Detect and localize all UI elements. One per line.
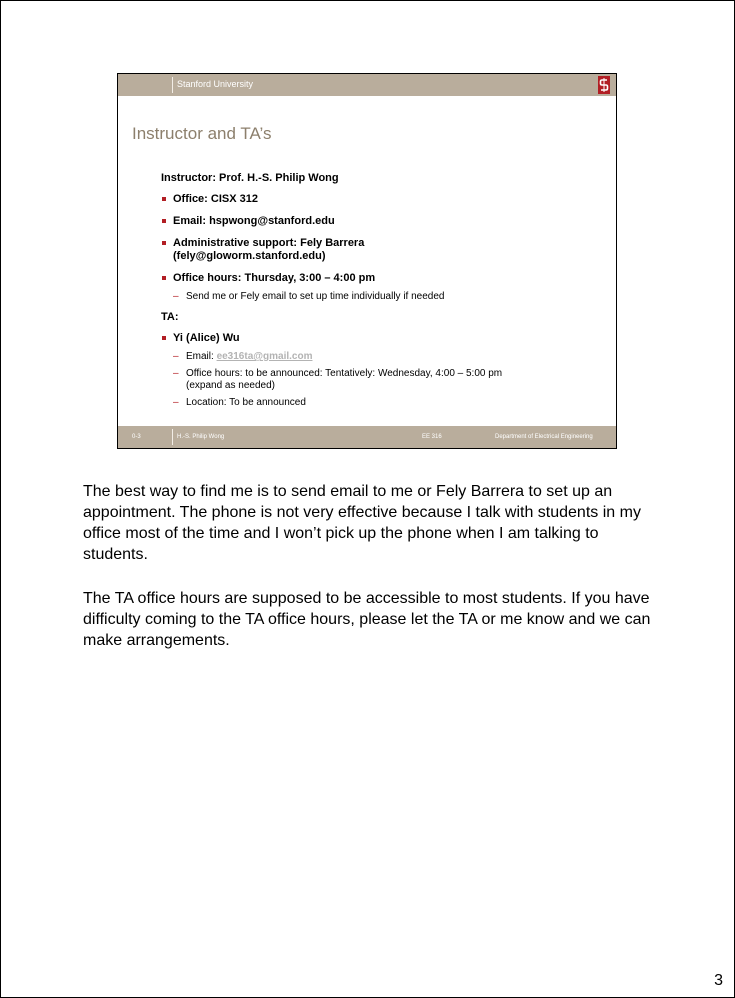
stanford-logo-icon [598,76,610,94]
bullet-ta-name [161,332,611,345]
notes-paragraph-2: The TA office hours are supposed to be accessible to most students. If you have difficulty coming to the TA office hours, please let the TA or me know and we can make arrangements. [83,590,651,649]
office-hours-note [161,291,611,303]
slide-content [161,172,611,409]
footer-author: H.-S. Philip Wong [177,434,225,440]
ta-name-text: Yi (Alice) Wu [173,332,240,344]
bullet-admin-support [161,237,611,263]
footer-separator [172,429,173,445]
dash-marker: – [173,291,179,302]
slide-title: Instructor and TA’s [132,124,272,143]
email-text: Email: hspwong@stanford.edu [173,215,335,227]
speaker-notes [83,481,663,674]
instructor-heading: Instructor: Prof. H.-S. Philip Wong [161,172,339,184]
ta-email-line [161,351,611,363]
dash-marker: – [173,351,179,362]
bullet-office-hours [161,272,611,285]
dash-marker: – [173,397,179,408]
slide [117,73,617,449]
bullet-marker [162,219,166,223]
ta-hours-line-2: (expand as needed) [186,380,275,391]
admin-line-2: (fely@gloworm.stanford.edu) [173,250,326,262]
ta-hours-line-1: Office hours: to be announced: Tentatively: Wednesday, 4:00 – 5:00 pm [186,368,503,379]
page-number: 3 [714,972,723,989]
dash-marker: – [173,368,179,379]
office-hours-note-text: Send me or Fely email to set up time individually if needed [186,291,445,302]
slide-footer-bar [118,426,616,448]
office-hours-text: Office hours: Thursday, 3:00 – 4:00 pm [173,272,376,284]
ta-location-text: Location: To be announced [186,397,306,408]
footer-course: EE 316 [422,434,442,440]
ta-email-label: Email: [186,351,217,362]
slide-header-bar [118,74,616,96]
header-separator [172,77,173,93]
footer-slide-number: 0-3 [132,434,141,440]
notes-paragraph-1: The best way to find me is to send email to me or Fely Barrera to set up an appointment. The phone is not very effective because I talk with students in my office most of the time and I won’t pick up the phone when I am talking to students. [83,483,641,563]
office-text: Office: CISX 312 [173,193,258,205]
ta-email-link[interactable]: ee316ta@gmail.com [216,351,313,362]
ta-heading: TA: [161,311,179,323]
admin-line-1: Administrative support: Fely Barrera [173,237,365,249]
ta-office-hours [161,368,611,392]
bullet-email [161,215,611,228]
bullet-marker [162,336,166,340]
bullet-marker [162,197,166,201]
ta-location [161,397,611,409]
bullet-office [161,193,611,206]
university-name: Stanford University [177,79,254,89]
footer-department: Department of Electrical Engineering [495,434,593,440]
bullet-marker [162,241,166,245]
bullet-marker [162,276,166,280]
